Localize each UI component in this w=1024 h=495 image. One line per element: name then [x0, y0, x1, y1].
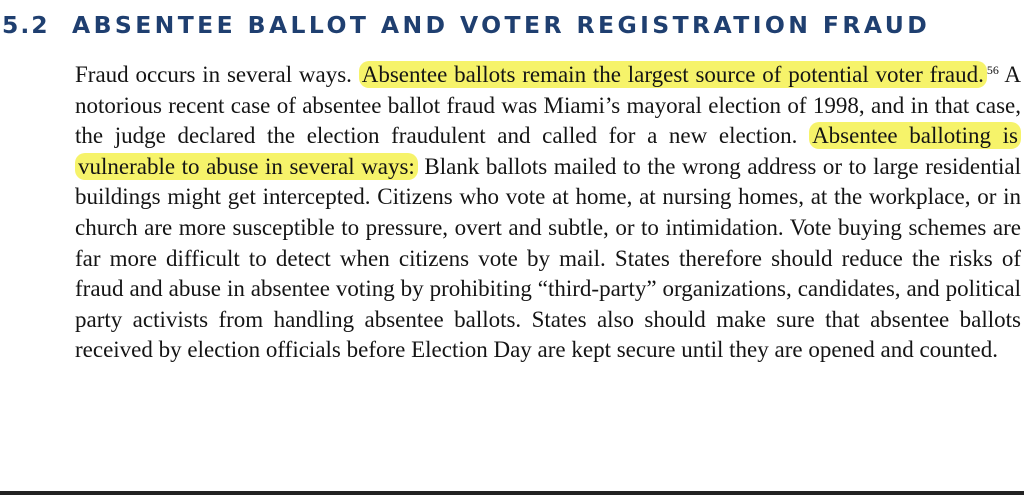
- body-text: Blank ballots mailed to the wrong address or to large residential buildings might get intercepted. Citizens who vote at home, at nursing homes, at the workplace, or in church are more susceptible to pressure, overt and subtle, or to intimidation. Vote buying schemes are far more difficult to detect when citizens vote by mail. States therefore should reduce the risks of fraud and abuse in absentee voting by prohibiting “third-party” organizations, candidates, and political party activists from handling absentee ballots. States also should make sure that absentee ballots received by election officials before Election Day are kept secure until they are opened and counted.: [75, 153, 1021, 363]
- highlighted-sentence: Absentee ballots remain the largest source of potential voter fraud.: [359, 61, 987, 88]
- bottom-divider: [0, 491, 1024, 495]
- section-title: ABSENTEE BALLOT AND VOTER REGISTRATION FRAUD: [72, 11, 931, 39]
- section-number: 5.2: [2, 11, 50, 39]
- section-heading: [2, 10, 930, 40]
- intro-text: Fraud occurs in several ways.: [75, 62, 359, 87]
- body-text: A notorious recent case of absentee ballot fraud was Miami’s mayoral election of 1998, and in that case, the judge declared the election fraudulent and called for a new election.: [75, 62, 1021, 149]
- body-paragraph: [75, 60, 1021, 366]
- footnote-marker[interactable]: 56: [986, 63, 999, 77]
- highlighted-sentence: Absentee balloting is vulnerable to abuse in several ways:: [75, 122, 1021, 180]
